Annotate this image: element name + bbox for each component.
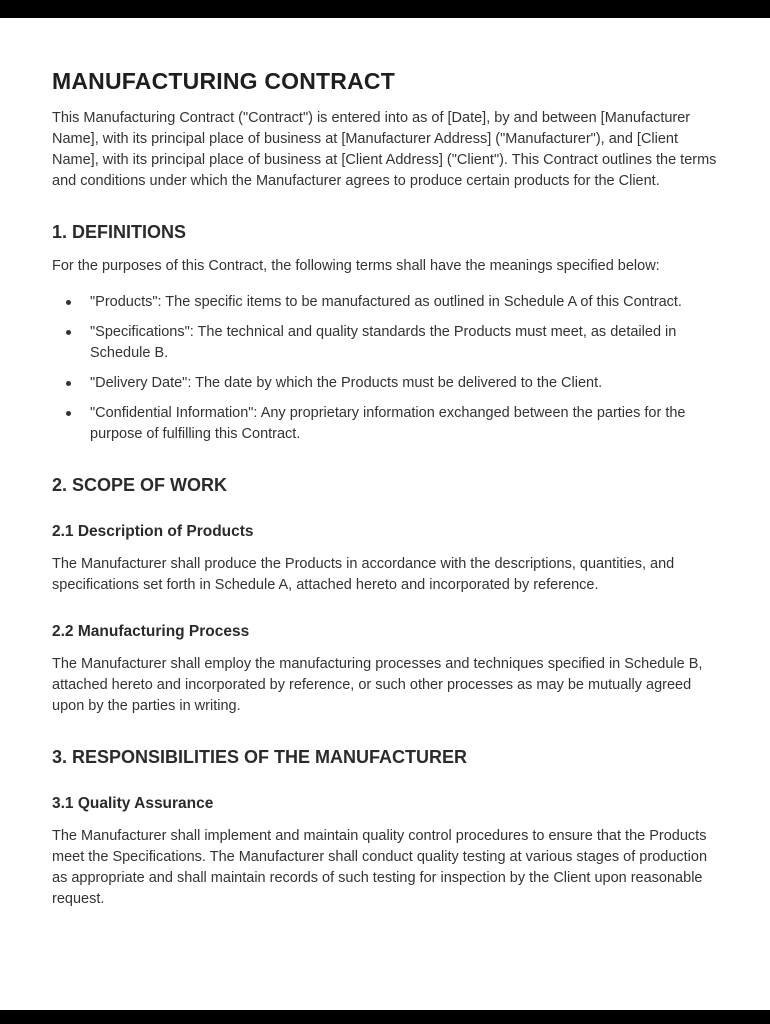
- definitions-list: [52, 292, 718, 445]
- subsection-2-1-body: The Manufacturer shall produce the Products in accordance with the descriptions, quantities, and specifications set forth in Schedule A, attached hereto and incorporated by reference.: [52, 556, 675, 594]
- list-item-delivery-date: "Delivery Date": The date by which the Products must be delivered to the Client.: [52, 373, 718, 394]
- definitions-intro: For the purposes of this Contract, the following terms shall have the meanings specified below:: [52, 258, 660, 275]
- section-2-scope-heading: 2. SCOPE OF WORK: [52, 475, 228, 496]
- top-border: [0, 0, 770, 18]
- section-1-definitions-heading: 1. DEFINITIONS: [52, 222, 187, 243]
- subsection-2-1-heading: 2.1 Description of Products: [52, 523, 254, 541]
- bottom-border: [0, 1010, 770, 1024]
- list-item-confidential-information: "Confidential Information": Any proprietary information exchanged between the parties for the purpose of fulfilling this Contract.: [52, 403, 718, 445]
- list-item-specifications: "Specifications": The technical and quality standards the Products must meet, as detailed in Schedule B.: [52, 322, 718, 364]
- intro-paragraph: This Manufacturing Contract ("Contract") is entered into as of [Date], by and between [Manufacturer Name], with its principal place of business at [Manufacturer Address] ("Manufacturer"), and [Client Name], with its principal place of business at [Client Address] ("Client"). This Contract outlines the terms and conditions under which the Manufacturer agrees to produce certain products for the Client.: [52, 110, 717, 190]
- subsection-3-1-body: The Manufacturer shall implement and maintain quality control procedures to ensure that the Products meet the Specifications. The Manufacturer shall conduct quality testing at various stages of production as appropriate and shall maintain records of such testing for inspection by the Client upon reasonable request.: [52, 828, 708, 908]
- document-title: MANUFACTURING CONTRACT: [52, 68, 395, 94]
- document-page: [0, 18, 770, 910]
- subsection-2-2-heading: 2.2 Manufacturing Process: [52, 623, 250, 641]
- subsection-2-2-body: The Manufacturer shall employ the manufacturing processes and techniques specified in Schedule B, attached hereto and incorporated by reference, or such other processes as may be mutually agreed upon by the parties in writing.: [52, 656, 703, 715]
- list-item-products: "Products": The specific items to be manufactured as outlined in Schedule A of this Contract.: [52, 292, 718, 313]
- subsection-3-1-heading: 3.1 Quality Assurance: [52, 795, 214, 813]
- section-3-responsibilities-heading: 3. RESPONSIBILITIES OF THE MANUFACTURER: [52, 747, 468, 768]
